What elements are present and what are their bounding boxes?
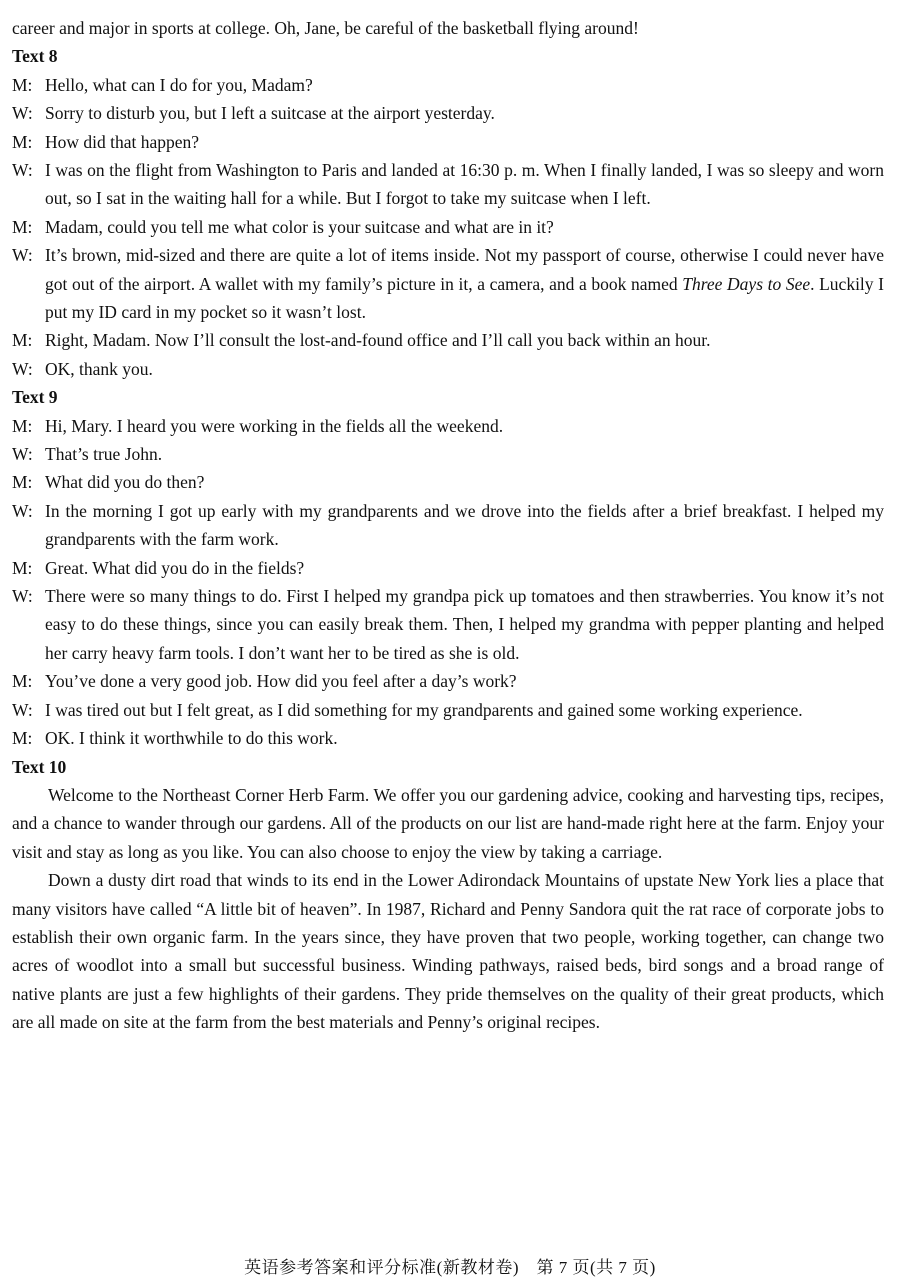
dialogue-turn: [12, 696, 884, 724]
speaker-label: M:: [12, 74, 33, 95]
speaker-label: M:: [12, 415, 33, 436]
dialogue-turn: [12, 213, 884, 241]
page-footer: 英语参考答案和评分标准(新教材卷) 第 7 页(共 7 页): [244, 1258, 656, 1277]
turn-text: Right, Madam. Now I’ll consult the lost-and-found office and I’ll call you back within an hour.: [45, 330, 711, 351]
speaker-label: W:: [12, 500, 33, 521]
turn-text: Hi, Mary. I heard you were working in the fields all the weekend.: [45, 415, 504, 436]
turn-text: OK. I think it worthwhile to do this work.: [45, 728, 338, 749]
continued-line: career and major in sports at college. Oh, Jane, be careful of the basketball flying around!: [12, 18, 639, 38]
text9-heading: Text 9: [12, 387, 58, 408]
speaker-label: M:: [12, 557, 33, 578]
turn-text: What did you do then?: [45, 472, 205, 493]
dialogue-turn: [12, 241, 884, 326]
speaker-label: M:: [12, 216, 33, 237]
turn-text: How did that happen?: [45, 131, 200, 152]
dialogue-turn: [12, 71, 884, 99]
speaker-label: W:: [12, 444, 33, 465]
turn-text: Hello, what can I do for you, Madam?: [45, 74, 313, 95]
dialogue-turn: [12, 412, 884, 440]
speaker-label: M:: [12, 728, 33, 749]
turn-text: You’ve done a very good job. How did you feel after a day’s work?: [45, 671, 517, 692]
dialogue-turn: [12, 326, 884, 354]
speaker-label: W:: [12, 358, 33, 379]
text8-heading: Text 8: [12, 46, 58, 67]
speaker-label: M:: [12, 131, 33, 152]
speaker-label: W:: [12, 103, 33, 124]
turn-text: Sorry to disturb you, but I left a suitcase at the airport yesterday.: [45, 103, 495, 124]
turn-text: I was tired out but I felt great, as I did something for my grandparents and gained some working experience.: [45, 699, 803, 720]
passage-paragraph: Down a dusty dirt road that winds to its end in the Lower Adirondack Mountains of upstate New York lies a place that many visitors have called “A little bit of heaven”. In 1987, Richard and Penny Sandora quit the rat race of corporate jobs to establish their own organic farm. In the years since, they have proven that two people, working together, can change two acres of woodlot into a small but successful business. Winding pathways, raised beds, bird songs and a broad range of native plants are just a few highlights of their gardens. They pride themselves on the quality of their great products, which are all made on site at the farm from the best materials and Penny’s original recipes.: [12, 870, 884, 1033]
passage-paragraph: Welcome to the Northeast Corner Herb Farm. We offer you our gardening advice, cooking and harvesting tips, recipes, and a chance to wander through our gardens. All of the products on our list are hand-made right here at the farm. Enjoy your visit and stay as long as you like. You can also choose to enjoy the view by taking a carriage.: [12, 784, 884, 862]
turn-text-start: It’s brown, mid-sized and there are quite a lot of items inside. Not my passport of course, otherwise I could never have got out of the airport. A wallet with my family’s picture in it, a camera, and a book named: [45, 245, 884, 294]
book-title: Three Days to See: [682, 273, 811, 294]
speaker-label: W:: [12, 586, 33, 607]
dialogue-turn: [12, 156, 884, 213]
turn-text: Madam, could you tell me what color is your suitcase and what are in it?: [45, 216, 554, 237]
dialogue-turn: [12, 497, 884, 554]
speaker-label: W:: [12, 245, 33, 266]
turn-text: I was on the flight from Washington to Paris and landed at 16:30 p. m. When I finally landed, I was so sleepy and worn out, so I sat in the waiting hall for a while. But I forgot to take my suitcase when I left.: [45, 160, 884, 209]
speaker-label: M:: [12, 472, 33, 493]
dialogue-turn: [12, 582, 884, 667]
dialogue-turn: [12, 724, 884, 752]
speaker-label: W:: [12, 160, 33, 180]
dialogue-turn: [12, 468, 884, 496]
speaker-label: M:: [12, 330, 33, 351]
dialogue-turn: [12, 355, 884, 383]
dialogue-turn: [12, 667, 884, 695]
text10-heading: Text 10: [12, 756, 67, 777]
turn-text: That’s true John.: [45, 444, 163, 465]
turn-text: There were so many things to do. First I helped my grandpa pick up tomatoes and then strawberries. You know it’s not easy to do these things, since you can easily break them. Then, I helped my grandma with pepper planting and helped her carry heavy farm tools. I don’t want her to be tired as she is old.: [45, 586, 884, 663]
dialogue-turn: [12, 128, 884, 156]
document-page: [12, 14, 884, 1037]
dialogue-turn: [12, 554, 884, 582]
dialogue-turn: [12, 440, 884, 468]
turn-text: In the morning I got up early with my grandparents and we drove into the fields after a brief breakfast. I helped my grandparents with the farm work.: [45, 500, 884, 550]
turn-text: OK, thank you.: [45, 358, 153, 379]
speaker-label: M:: [12, 671, 33, 692]
dialogue-turn: [12, 99, 884, 127]
turn-text: Great. What did you do in the fields?: [45, 557, 305, 578]
speaker-label: W:: [12, 699, 33, 720]
turn-text-end: . Luckily I put my ID card in my pocket so it wasn’t lost.: [45, 273, 884, 323]
